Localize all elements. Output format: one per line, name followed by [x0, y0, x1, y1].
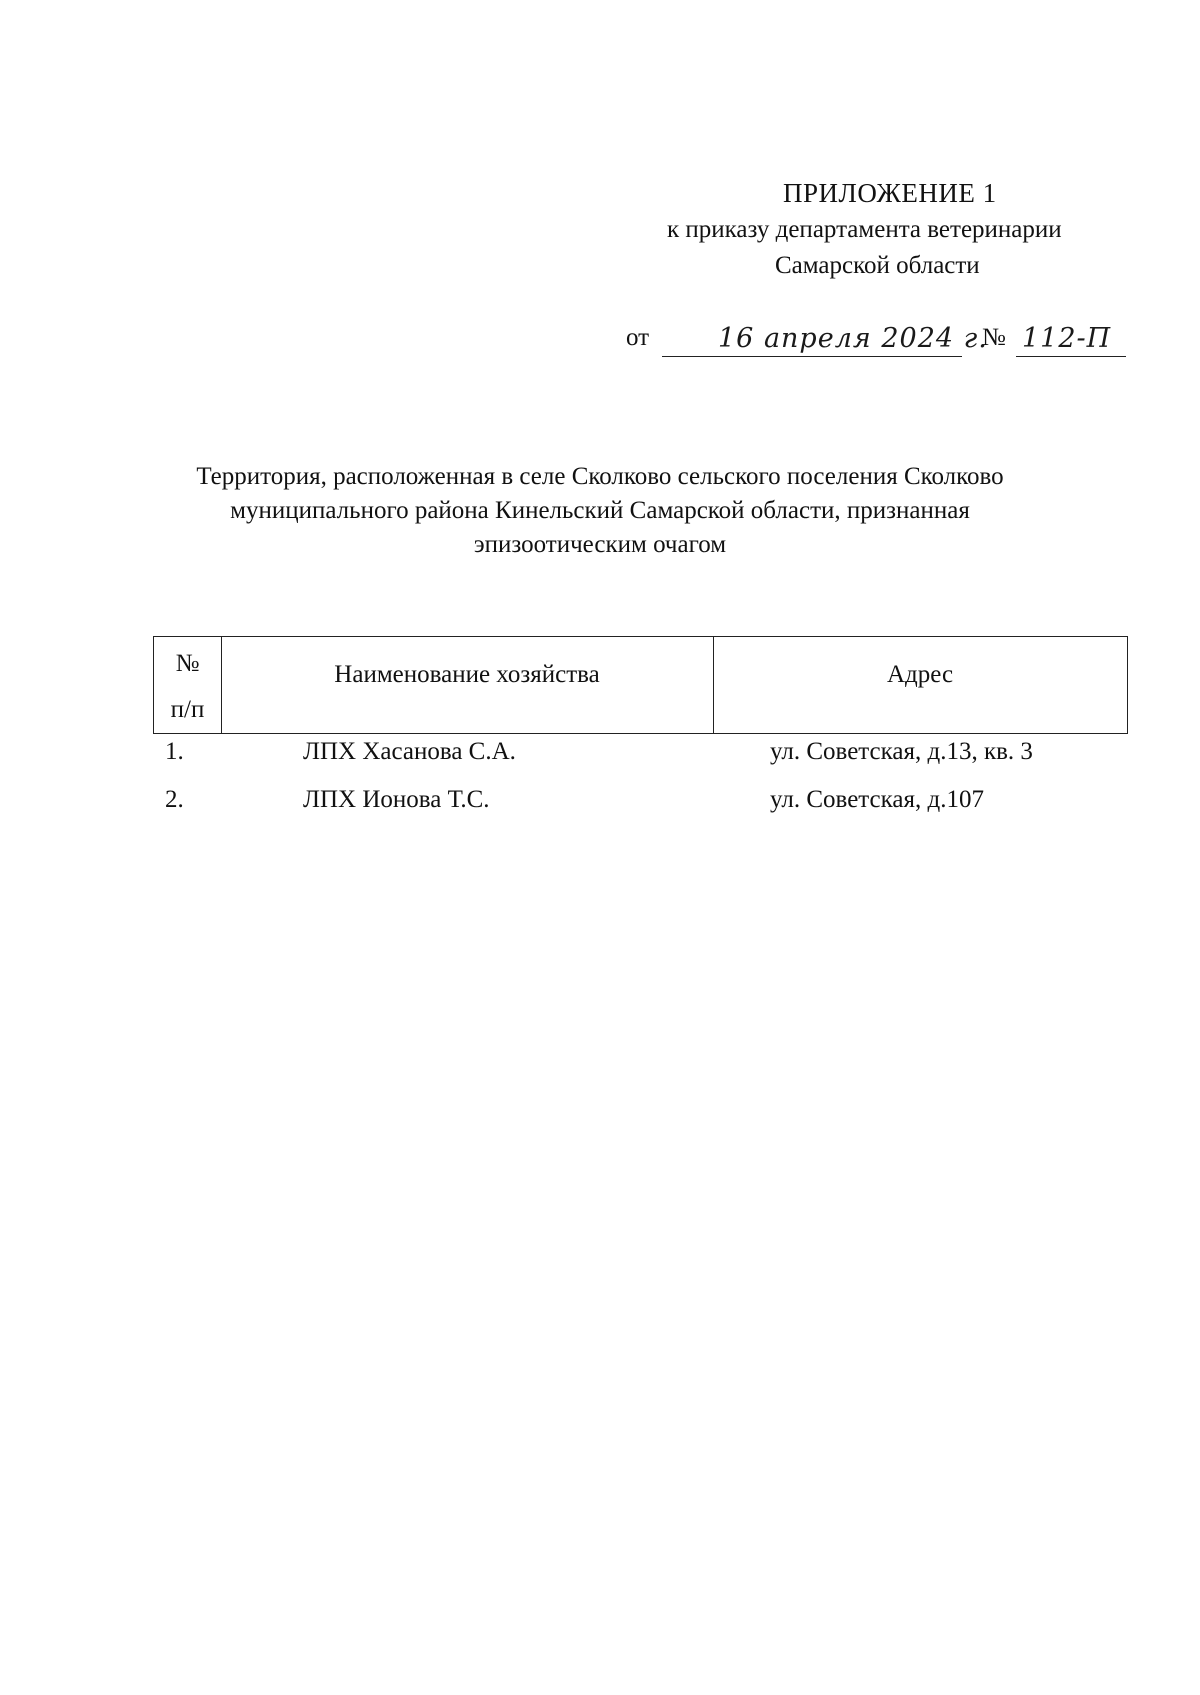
- header-number-pp: п/п: [170, 696, 205, 723]
- row-farm-name: ЛПХ Ионова Т.С.: [303, 786, 490, 813]
- row-number: 2.: [165, 786, 184, 813]
- table-header: [153, 636, 1128, 734]
- row-farm-name: ЛПХ Хасанова С.А.: [303, 738, 516, 765]
- date-prefix: от: [626, 324, 650, 351]
- order-number-field: [1016, 318, 1126, 357]
- appendix-subtitle-line-1: к приказу департамента ветеринарии: [667, 216, 1062, 243]
- order-reference: [626, 318, 1126, 362]
- order-date-field: [662, 318, 988, 357]
- header-number: [154, 641, 221, 733]
- row-address: ул. Советская, д.13, кв. 3: [770, 738, 1033, 765]
- heading-line-1: Территория, расположенная в селе Сколково сельского поселения Сколково: [196, 463, 1004, 490]
- heading-line-2: муниципального района Кинельский Самарской области, признанная: [230, 497, 970, 524]
- order-date-handwritten: 16 апреля 2024 г.: [718, 323, 988, 354]
- appendix-title: ПРИЛОЖЕНИЕ 1: [783, 178, 997, 208]
- appendix-subtitle-line-2: Самарской области: [775, 252, 980, 279]
- table-row: [153, 738, 1128, 782]
- heading-line-3: эпизоотическим очагом: [473, 531, 727, 558]
- header-farm-name: Наименование хозяйства: [334, 661, 600, 688]
- table-row: [153, 786, 1128, 830]
- number-sign: №: [982, 324, 1006, 351]
- header-number-sign: №: [175, 650, 200, 677]
- document-heading: [130, 460, 1070, 562]
- row-number: 1.: [165, 738, 184, 765]
- header-address: Адрес: [886, 661, 954, 688]
- order-number-handwritten: 112-П: [1022, 323, 1112, 354]
- row-address: ул. Советская, д.107: [770, 786, 984, 813]
